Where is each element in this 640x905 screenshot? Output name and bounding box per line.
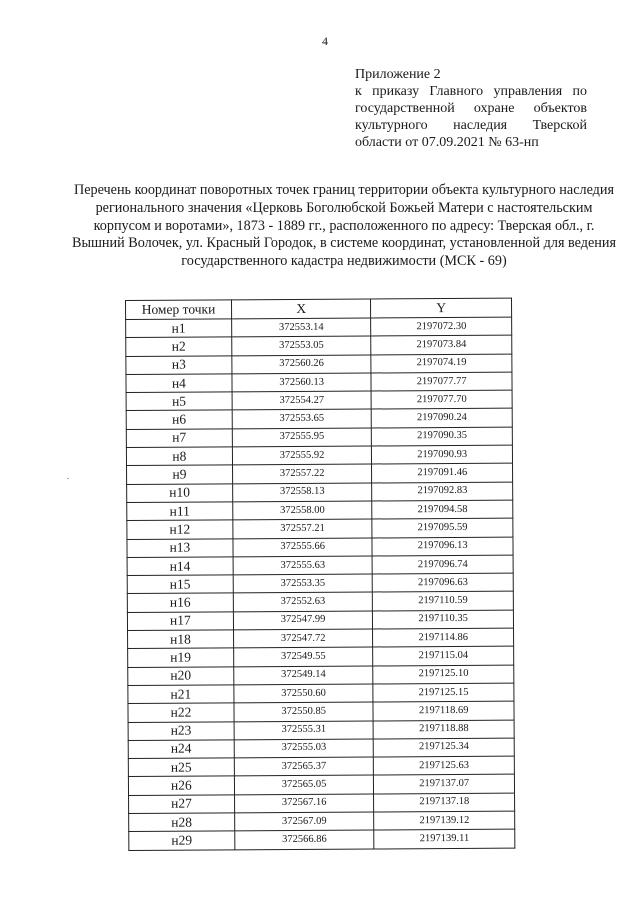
x-coordinate-cell: 372547.72 [233, 629, 373, 648]
point-number-cell: н8 [126, 447, 232, 466]
x-coordinate-cell: 372553.14 [231, 318, 371, 337]
x-coordinate-cell: 372555.92 [232, 446, 372, 465]
point-number-cell: н29 [129, 831, 235, 850]
x-coordinate-cell: 372555.95 [232, 428, 372, 447]
y-coordinate-cell: 2197095.59 [372, 518, 513, 537]
y-coordinate-cell: 2197090.24 [372, 409, 513, 428]
x-coordinate-cell: 372550.60 [234, 684, 374, 703]
y-coordinate-cell: 2197096.63 [373, 573, 514, 592]
coordinates-table [125, 298, 515, 851]
x-coordinate-cell: 372560.26 [232, 355, 372, 374]
point-number-cell: н13 [127, 538, 233, 557]
x-coordinate-cell: 372557.22 [232, 464, 372, 483]
point-number-cell: н11 [127, 502, 233, 521]
point-number-cell: н17 [127, 612, 233, 631]
table-row [127, 592, 513, 613]
point-number-cell: н10 [127, 484, 233, 503]
table-row [128, 738, 514, 759]
table-row [126, 409, 512, 430]
table-row [126, 372, 512, 393]
appendix-body: к приказу Главного управления по государственной охране объектов культурного наследия Тверской области от 07.09.2021 № 63-нп [355, 84, 587, 150]
x-coordinate-cell: 372560.13 [232, 373, 372, 392]
point-number-cell: н4 [126, 374, 232, 393]
y-coordinate-cell: 2197139.12 [374, 811, 515, 830]
table-row [128, 756, 514, 777]
point-number-cell: н12 [127, 520, 233, 539]
y-coordinate-cell: 2197110.59 [373, 592, 514, 611]
table-row [128, 665, 514, 686]
table-row [127, 555, 513, 576]
table-row [126, 427, 512, 448]
x-coordinate-cell: 372553.65 [232, 409, 372, 428]
x-coordinate-cell: 372558.00 [233, 501, 373, 520]
x-coordinate-cell: 372550.85 [234, 702, 374, 721]
table-row [127, 610, 513, 631]
table-row [126, 354, 512, 375]
y-coordinate-cell: 2197125.10 [373, 665, 514, 684]
point-number-cell: н15 [127, 575, 233, 594]
x-coordinate-cell: 372555.31 [234, 721, 374, 740]
y-coordinate-cell: 2197092.83 [372, 482, 513, 501]
y-coordinate-cell: 2197137.18 [374, 793, 515, 812]
appendix-block [355, 66, 587, 151]
point-number-cell: н9 [127, 465, 233, 484]
y-coordinate-cell: 2197077.77 [371, 372, 512, 391]
table-row [127, 518, 513, 539]
point-number-cell: н6 [126, 410, 232, 429]
y-coordinate-cell: 2197072.30 [371, 317, 512, 336]
y-coordinate-cell: 2197096.13 [372, 537, 513, 556]
table-row [127, 482, 513, 503]
point-number-cell: н21 [128, 685, 234, 704]
x-coordinate-cell: 372553.05 [232, 336, 372, 355]
header-y: Y [371, 298, 512, 318]
x-coordinate-cell: 372552.63 [233, 592, 373, 611]
x-coordinate-cell: 372549.55 [233, 647, 373, 666]
x-coordinate-cell: 372565.05 [234, 775, 374, 794]
y-coordinate-cell: 2197125.15 [373, 683, 514, 702]
x-coordinate-cell: 372555.03 [234, 739, 374, 758]
y-coordinate-cell: 2197096.74 [372, 555, 513, 574]
x-coordinate-cell: 372567.09 [234, 812, 374, 831]
x-coordinate-cell: 372547.99 [233, 611, 373, 630]
table-row [128, 628, 514, 649]
point-number-cell: н27 [129, 795, 235, 814]
point-number-cell: н7 [126, 429, 232, 448]
table-body [126, 317, 515, 850]
x-coordinate-cell: 372567.16 [234, 794, 374, 813]
header-point-number: Номер точки [126, 300, 232, 320]
point-number-cell: н2 [126, 337, 232, 356]
table-row [129, 811, 515, 832]
point-number-cell: н1 [126, 319, 232, 338]
table-row [126, 445, 512, 466]
table-row [129, 793, 515, 814]
point-number-cell: н24 [128, 740, 234, 759]
point-number-cell: н26 [128, 776, 234, 795]
table-row [129, 829, 515, 850]
point-number-cell: н25 [128, 758, 234, 777]
y-coordinate-cell: 2197110.35 [373, 610, 514, 629]
point-number-cell: н28 [129, 813, 235, 832]
table-header-row [126, 298, 512, 319]
x-coordinate-cell: 372555.66 [233, 538, 373, 557]
table-row [128, 720, 514, 741]
y-coordinate-cell: 2197118.88 [373, 720, 514, 739]
x-coordinate-cell: 372549.14 [234, 666, 374, 685]
point-number-cell: н23 [128, 721, 234, 740]
point-number-cell: н3 [126, 355, 232, 374]
point-number-cell: н18 [128, 630, 234, 649]
point-number-cell: н16 [127, 593, 233, 612]
y-coordinate-cell: 2197077.70 [371, 390, 512, 409]
table-row [128, 701, 514, 722]
point-number-cell: н22 [128, 703, 234, 722]
table-row [128, 646, 514, 667]
table-row [127, 537, 513, 558]
y-coordinate-cell: 2197125.34 [374, 738, 515, 757]
table-row [128, 775, 514, 796]
y-coordinate-cell: 2197139.11 [374, 829, 515, 848]
table-row [127, 573, 513, 594]
x-coordinate-cell: 372558.13 [232, 483, 372, 502]
page-number: 4 [322, 34, 328, 48]
point-number-cell: н19 [128, 648, 234, 667]
y-coordinate-cell: 2197094.58 [372, 500, 513, 519]
table-row [127, 464, 513, 485]
scan-speck [67, 478, 69, 479]
table-row [127, 500, 513, 521]
y-coordinate-cell: 2197090.35 [372, 427, 513, 446]
x-coordinate-cell: 372565.37 [234, 757, 374, 776]
y-coordinate-cell: 2197090.93 [372, 445, 513, 464]
y-coordinate-cell: 2197125.63 [374, 756, 515, 775]
point-number-cell: н20 [128, 666, 234, 685]
table-row [126, 335, 512, 356]
table-row [126, 317, 512, 338]
y-coordinate-cell: 2197137.07 [374, 775, 515, 794]
y-coordinate-cell: 2197115.04 [373, 646, 514, 665]
y-coordinate-cell: 2197091.46 [372, 464, 513, 483]
appendix-title: Приложение 2 [355, 67, 441, 82]
header-x: X [231, 299, 371, 319]
x-coordinate-cell: 372553.35 [233, 574, 373, 593]
y-coordinate-cell: 2197114.86 [373, 628, 514, 647]
x-coordinate-cell: 372557.21 [233, 519, 373, 538]
y-coordinate-cell: 2197118.69 [373, 701, 514, 720]
x-coordinate-cell: 372554.27 [232, 391, 372, 410]
y-coordinate-cell: 2197074.19 [371, 354, 512, 373]
table-row [126, 390, 512, 411]
point-number-cell: н14 [127, 557, 233, 576]
x-coordinate-cell: 372555.63 [233, 556, 373, 575]
x-coordinate-cell: 372566.86 [235, 830, 375, 849]
table-row [128, 683, 514, 704]
y-coordinate-cell: 2197073.84 [371, 335, 512, 354]
point-number-cell: н5 [126, 392, 232, 411]
document-title: Перечень координат поворотных точек границ территории объекта культурного наследия регионального значения «Церковь Боголюбской Божьей Матери с настоятельским корпусом и воротами», 1873 - 1889 гг., расположенного по адресу: Тверская обл., г. Вышний Волочек, ул. Красный Городок, в системе координат, установленной для ведения государственного кадастра недвижимости (МСК - 69) [72, 182, 616, 270]
